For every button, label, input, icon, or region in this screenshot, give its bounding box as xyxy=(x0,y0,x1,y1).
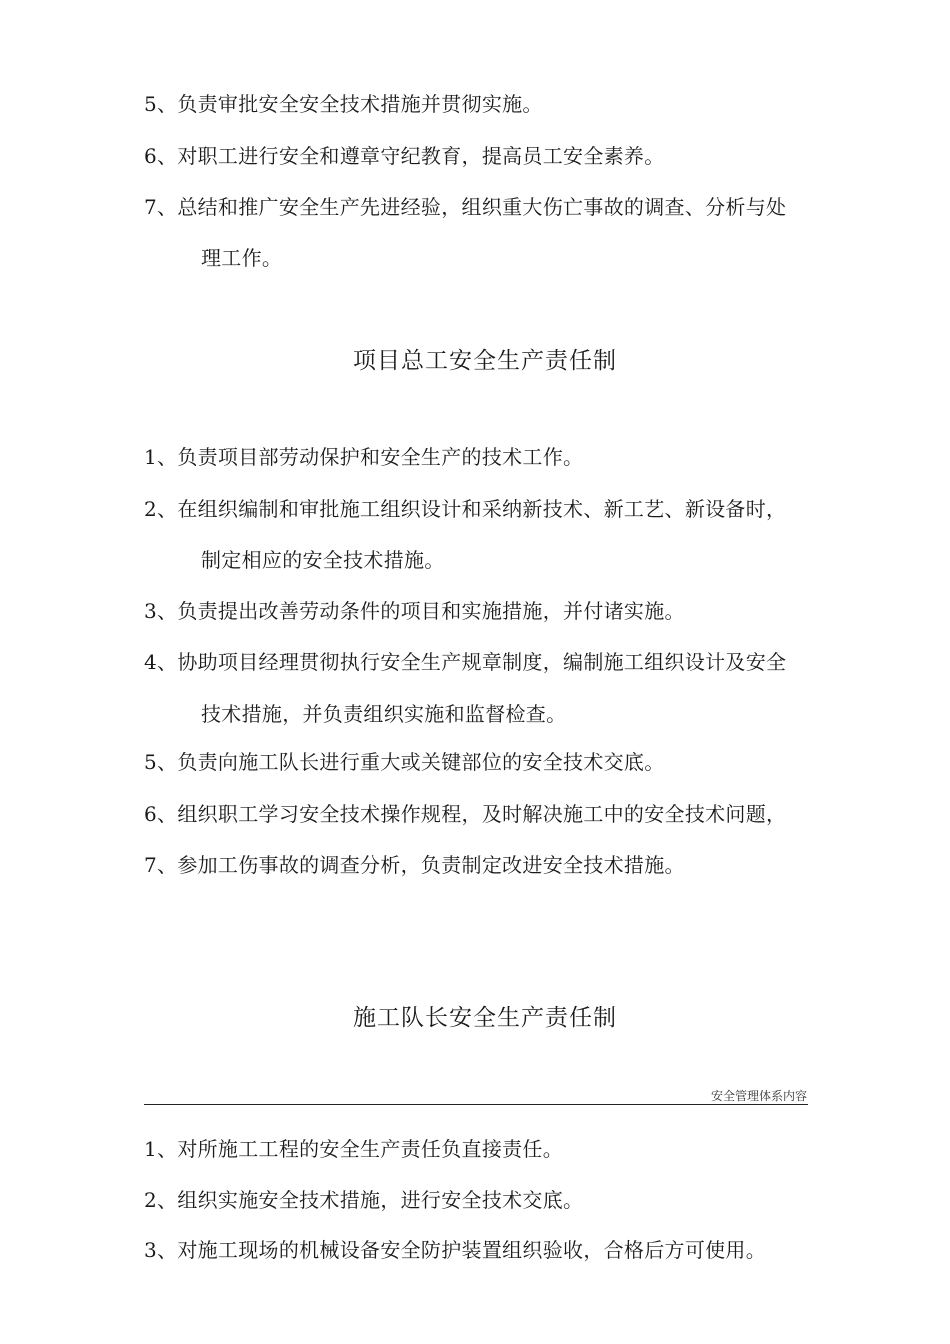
list-item: 2、在组织编制和审批施工组织设计和采纳新技术、新工艺、新设备时， xyxy=(144,497,787,521)
page-header-note: 安全管理体系内容 xyxy=(710,1089,807,1103)
list-item-continuation: 制定相应的安全技术措施。 xyxy=(201,548,445,572)
list-item: 6、对职工进行安全和遵章守纪教育，提高员工安全素养。 xyxy=(144,144,665,168)
list-item: 5、负责审批安全安全技术措施并贯彻实施。 xyxy=(144,92,543,116)
list-item: 5、负责向施工队长进行重大或关键部位的安全技术交底。 xyxy=(144,750,665,774)
list-item: 6、组织职工学习安全技术操作规程，及时解决施工中的安全技术问题， xyxy=(144,802,787,826)
section-title: 施工队长安全生产责任制 xyxy=(353,1005,617,1031)
list-item: 3、负责提出改善劳动条件的项目和实施措施，并付诸实施。 xyxy=(144,599,685,623)
list-item: 1、负责项目部劳动保护和安全生产的技术工作。 xyxy=(144,445,584,469)
section-title: 项目总工安全生产责任制 xyxy=(353,348,617,374)
list-item: 2、组织实施安全技术措施，进行安全技术交底。 xyxy=(144,1188,584,1212)
list-item: 3、对施工现场的机械设备安全防护装置组织验收，合格后方可使用。 xyxy=(144,1238,767,1262)
list-item: 4、协助项目经理贯彻执行安全生产规章制度，编制施工组织设计及安全 xyxy=(144,650,787,674)
list-item-continuation: 技术措施，并负责组织实施和监督检查。 xyxy=(201,702,567,726)
list-item: 7、总结和推广安全生产先进经验，组织重大伤亡事故的调查、分析与处 xyxy=(144,195,787,219)
list-item-continuation: 理工作。 xyxy=(201,246,283,270)
list-item: 7、参加工伤事故的调查分析，负责制定改进安全技术措施。 xyxy=(144,853,685,877)
page-header-rule xyxy=(144,1104,808,1105)
list-item: 1、对所施工工程的安全生产责任负直接责任。 xyxy=(144,1137,564,1161)
